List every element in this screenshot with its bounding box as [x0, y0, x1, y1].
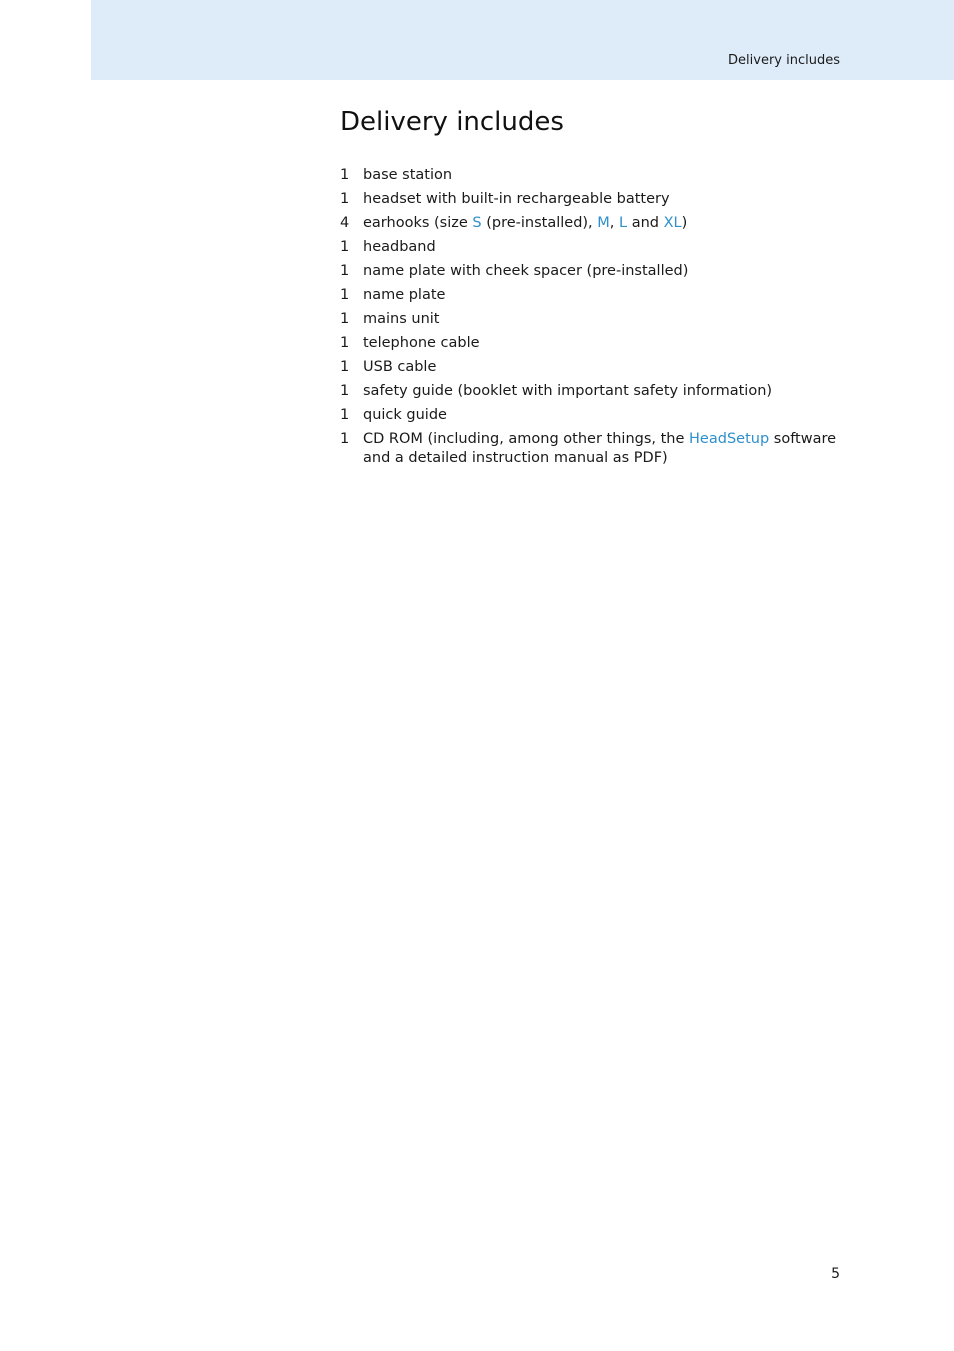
size-l-link[interactable]: L — [619, 215, 628, 231]
list-item — [340, 358, 840, 377]
item-quantity: 1 — [340, 263, 350, 279]
item-quantity: 1 — [340, 311, 350, 327]
list-item — [340, 286, 840, 305]
item-text: name plate with cheek spacer (pre-installed) — [363, 263, 689, 279]
item-quantity: 1 — [340, 359, 350, 375]
size-s-link[interactable]: S — [472, 215, 482, 231]
header-band — [91, 0, 954, 80]
size-m-link[interactable]: M — [597, 215, 610, 231]
item-text: ) — [681, 215, 688, 231]
item-text: earhooks (size — [363, 215, 473, 231]
item-text: CD ROM (including, among other things, the — [363, 431, 690, 447]
item-quantity: 1 — [340, 191, 350, 207]
item-quantity: 1 — [340, 287, 350, 303]
item-text: software and a detailed instruction manual as PDF) — [363, 431, 837, 466]
item-quantity: 1 — [340, 383, 350, 399]
page-number: 5 — [831, 1266, 840, 1282]
item-text: safety guide (booklet with important safety information) — [363, 383, 773, 399]
item-text: telephone cable — [363, 335, 480, 351]
list-item — [340, 238, 840, 257]
item-quantity: 1 — [340, 407, 350, 423]
item-text: and — [627, 215, 664, 231]
delivery-list — [340, 166, 840, 473]
item-text: , — [609, 215, 620, 231]
item-text: mains unit — [363, 311, 440, 327]
item-text: name plate — [363, 287, 446, 303]
item-quantity: 4 — [340, 215, 350, 231]
list-item — [340, 310, 840, 329]
running-title: Delivery includes — [728, 53, 840, 68]
page-title: Delivery includes — [340, 107, 564, 137]
item-text: headset with built-in rechargeable battery — [363, 191, 670, 207]
list-item — [340, 406, 840, 425]
size-xl-link[interactable]: XL — [663, 215, 682, 231]
item-text: (pre-installed), — [481, 215, 598, 231]
item-text: quick guide — [363, 407, 447, 423]
list-item — [340, 190, 840, 209]
item-quantity: 1 — [340, 239, 350, 255]
list-item — [340, 214, 840, 233]
list-item — [340, 430, 840, 468]
item-text: USB cable — [363, 359, 437, 375]
list-item — [340, 382, 840, 401]
item-text: base station — [363, 167, 453, 183]
list-item — [340, 166, 840, 185]
item-quantity: 1 — [340, 335, 350, 351]
list-item — [340, 334, 840, 353]
item-quantity: 1 — [340, 167, 350, 183]
item-text: headband — [363, 239, 436, 255]
headsetup-link[interactable]: HeadSetup — [689, 431, 770, 447]
item-quantity: 1 — [340, 431, 350, 447]
list-item — [340, 262, 840, 281]
